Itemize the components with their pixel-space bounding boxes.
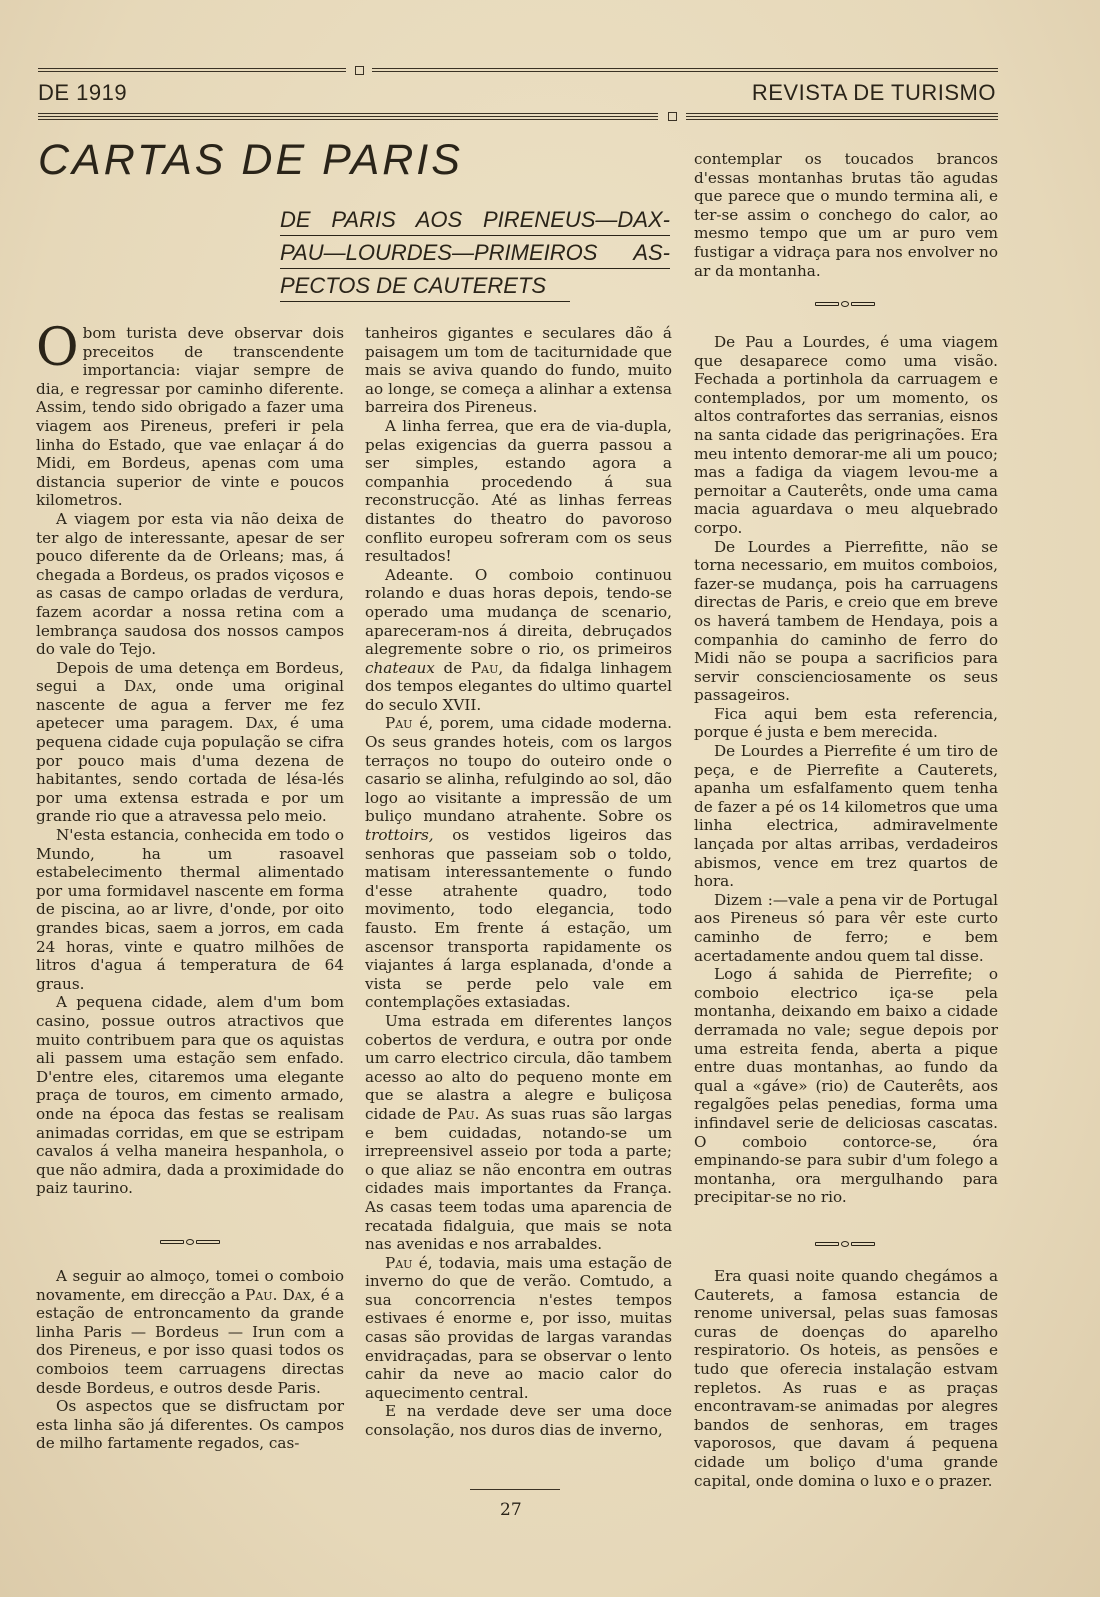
paragraph: Logo á sahida de Pierrefite; o comboio electrico iça-se pela montanha, deixando em baixo a cidade derramada no vale; segue depois por uma estreita fenda, aberta a pique entre duas montanhas, ao fundo da qual a «gáve» (rio) de Cauterêts, aos regalgões pelas penedias, forma uma infindavel serie de deliciosas cascatas. O comboio contorce-se, óra empinando-se para subir d'um folego a montanha, ora mergulhando para precipitar-se no rio. — [694, 965, 998, 1207]
paragraph: De Pau a Lourdes, é uma viagem que desaparece como uma visão. Fechada a portinhola da carruagem e contemplados, por um momento, os altos contrafortes das serranias, eisnos na santa cidade das perigrinações. Era meu intento demorar-me ali um pouco; mas a fadiga da viagem levou-me a pernoitar a Cauterêts, onde uma cama macia aguardava o meu alquebrado corpo. — [694, 333, 998, 537]
column-3 — [694, 333, 998, 1207]
paragraph: De Lourdes a Pierrefitte, não se torna necessario, em muitos comboios, fazer-se mudança, pois ha carruagens directas de Paris, e creio que em breve os haverá tambem de Hendaya, pois a companhia do caminho de ferro do Midi não se poupa a sacrificios para servir conscienciosamente os seus passageiros. — [694, 537, 998, 705]
paragraph: Obom turista deve observar dois preceitos de transcendente importancia: viajar sempre de dia, e regressar por caminho diferente. Assim, tendo sido obrigado a fazer uma viagem aos Pireneus, preferi ir pela linha do Estado, que vae enlaçar á do Midi, em Bordeus, apenas com uma distancia superior de vinte e poucos kilometros. — [36, 318, 344, 510]
paragraph: N'esta estancia, conhecida em todo o Mundo, ha um rasoavel estabelecimento thermal alimentado por uma formidavel nascente em forma de piscina, ao ar livre, d'onde, por oito grandes bicas, saem a jorros, em cada 24 horas, vinte e quatro milhões de litros d'agua á temperatura de 64 graus. — [36, 826, 344, 993]
paragraph: tanheiros gigantes e seculares dão á paisagem um tom de taciturnidade que mais se aviva quando do fundo, muito ao longe, se começa a alinhar a extensa barreira dos Pireneus. — [365, 324, 672, 417]
header-bottom-rule — [686, 116, 998, 117]
paragraph: A linha ferrea, que era de via-dupla, pelas exigencias da guerra passou a ser simples, estando agora a companhia procedendo á sua reconstrucção. Até as linhas ferreas distantes do theatro do pavoroso conflito europeu sofreram com os seus resultados! — [365, 416, 672, 566]
paragraph: De Lourdes a Pierrefite é um tiro de peça, e de Pierrefite a Cauterets, apanha um esfalfamento quem tenha de fazer a pé os 14 kilometros que uma linha electrica, admiravelmente lançada por altas arribas, verdadeiros abismos, vence em trez quartos de hora. — [694, 742, 998, 891]
column-2 — [365, 324, 672, 1440]
paragraph: Dizem :—vale a pena vir de Portugal aos Pireneus só para vêr este curto caminho de ferro; e bem acertadamente andou quem tal disse. — [694, 890, 998, 965]
column-3-top — [694, 150, 998, 280]
paragraph: Pau é, porem, uma cidade moderna. Os seus grandes hoteis, com os largos terraços no toupo do outeiro onde o casario se alinha, refulgindo ao sol, dão logo ao visitante a impressão de um buliço mundano atrahente. Sobre os trottoirs, os vestidos ligeiros das senhoras que passeiam sob o toldo, matisam interessantemente o fundo d'esse atrahente quadro, todo movimento, todo elegancia, todo fausto. Em frente á estação, um ascensor transporta rapidamente os viajantes á larga esplanada, d'onde a vista se perde pelo vale em contemplações extasiadas. — [365, 714, 672, 1012]
paragraph: Depois de uma detença em Bordeus, segui a Dax, onde uma original nascente de agua a ferver me fez apetecer uma paragem. Dax, é uma pequena cidade cuja população se cifra por pouco mais d'uma dezena de habitantes, sendo cortada de lésa-lés por uma extensa estrada e por um grande rio que a atravessa pelo meio. — [36, 658, 344, 826]
paragraph: A viagem por esta via não deixa de ter algo de interessante, apesar de ser pouco diferente da de Orleans; mas, á chegada a Bordeus, os prados viçosos e as casas de campo orladas de verdura, fazem acordar a nossa retina com a lembrança saudosa dos nossos campos do vale do Tejo. — [36, 509, 344, 659]
paragraph: A pequena cidade, alem d'um bom casino, possue outros atractivos que muito contribuem para que os aquistas ali passem uma estação sem enfado. D'entre eles, citaremos uma elegante praça de touros, em cimento armado, onde na época das festas se realisam animadas corridas, em que se estripam cavalos á velha maneira hespanhola, o que não admira, dada a proximidade do paiz taurino. — [36, 993, 344, 1198]
header-left: DE 1919 — [38, 80, 128, 105]
header-right: REVISTA DE TURISMO — [751, 80, 996, 105]
paragraph: Adeante. O comboio continuou rolando e duas horas depois, tendo-se operado uma mudança de scenario, apareceram-nos á direita, debruçados alegremente sobre o rio, os primeiros chateaux de Pau, da fidalga linhagem dos tempos elegantes do ultimo quartel do seculo XVII. — [365, 565, 672, 714]
page-number: 27 — [500, 1500, 522, 1520]
drop-cap: O — [36, 318, 79, 378]
header-ornament-box — [355, 66, 364, 75]
header-bottom-rule — [686, 119, 998, 120]
paragraph: Era quasi noite quando chegámos a Cauterets, a famosa estancia de renome universal, pelas suas famosas curas de doenças do aparelho respiratorio. Os hoteis, as pensões e tudo que oferecia instalação estvam repletos. As ruas e as praças encontravam-se animadas por alegres bandos de senhoras, em trages vaporosos, que davam á pequena cidade um boliço d'uma grande capital, onde domina o luxo e o prazer. — [694, 1267, 998, 1490]
header-bottom-rule — [38, 119, 658, 120]
paragraph: E na verdade deve ser uma doce consolação, nos duros dias de inverno, — [365, 1402, 672, 1440]
subtitle-line: PAU—LOURDES—PRIMEIROS AS- — [280, 236, 670, 269]
paragraph: contemplar os toucados brancos d'essas montanhas brutas tão agudas que parece que o mundo termina ali, e ter-se assim o conchego do calor, ao mesmo tempo que um ar puro vem fustigar a vidraça para nos envolver no ar da montanha. — [694, 150, 998, 280]
article-subtitle — [280, 203, 670, 302]
header-ornament-box — [668, 112, 677, 121]
section-ornament — [815, 1240, 875, 1248]
header-bottom-rule — [38, 113, 658, 114]
footer-rule — [470, 1489, 560, 1490]
header-top-rule — [38, 68, 346, 69]
paragraph: Pau é, todavia, mais uma estação de inverno do que de verão. Comtudo, a sua concorrencia n'estes tempos estivaes é enorme e, por isso, muitas casas são providas de largas varandas envidraçadas, para se observar o lento cahir da neve ao macio calor do aquecimento central. — [365, 1253, 672, 1402]
article-title: CARTAS DE PARIS — [38, 136, 463, 184]
header-bottom-rule — [38, 116, 658, 117]
paragraph: A seguir ao almoço, tomei o comboio novamente, em direcção a Pau. Dax, é a estação de entroncamento da grande linha Paris — Bordeus — Irun com a dos Pireneus, e por isso quasi todos os comboios teem carruagens directas desde Bordeus, e outros desde Paris. — [36, 1267, 344, 1397]
paragraph: Os aspectos que se disfructam por esta linha são já diferentes. Os campos de milho fartamente regados, cas- — [36, 1397, 344, 1453]
header-top-rule — [372, 71, 998, 72]
column-1-continued — [36, 1267, 344, 1453]
column-1 — [36, 318, 344, 1198]
section-ornament — [815, 300, 875, 308]
subtitle-line: PECTOS DE CAUTERETS — [280, 269, 570, 302]
column-3-continued — [694, 1267, 998, 1490]
header-top-rule — [372, 68, 998, 69]
header-top-rule — [38, 71, 346, 72]
paragraph: Uma estrada em diferentes lanços cobertos de verdura, e outra por onde um carro electrico circula, dão tambem acesso ao alto do pequeno monte em que se alastra a alegre e buliçosa cidade de Pau. As suas ruas são largas e bem cuidadas, notando-se um irrepreensivel asseio por toda a parte; o que aliaz se não encontra em outras cidades mais importantes da França. As casas teem todas uma aparencia de recatada fidalguia, que mais se nota nas avenidas e nos arrabaldes. — [365, 1011, 672, 1254]
paragraph: Fica aqui bem esta referencia, porque é justa e bem merecida. — [694, 704, 998, 742]
header-bottom-rule — [686, 113, 998, 114]
section-ornament — [160, 1238, 220, 1246]
subtitle-line: DE PARIS AOS PIRENEUS—DAX- — [280, 203, 670, 236]
